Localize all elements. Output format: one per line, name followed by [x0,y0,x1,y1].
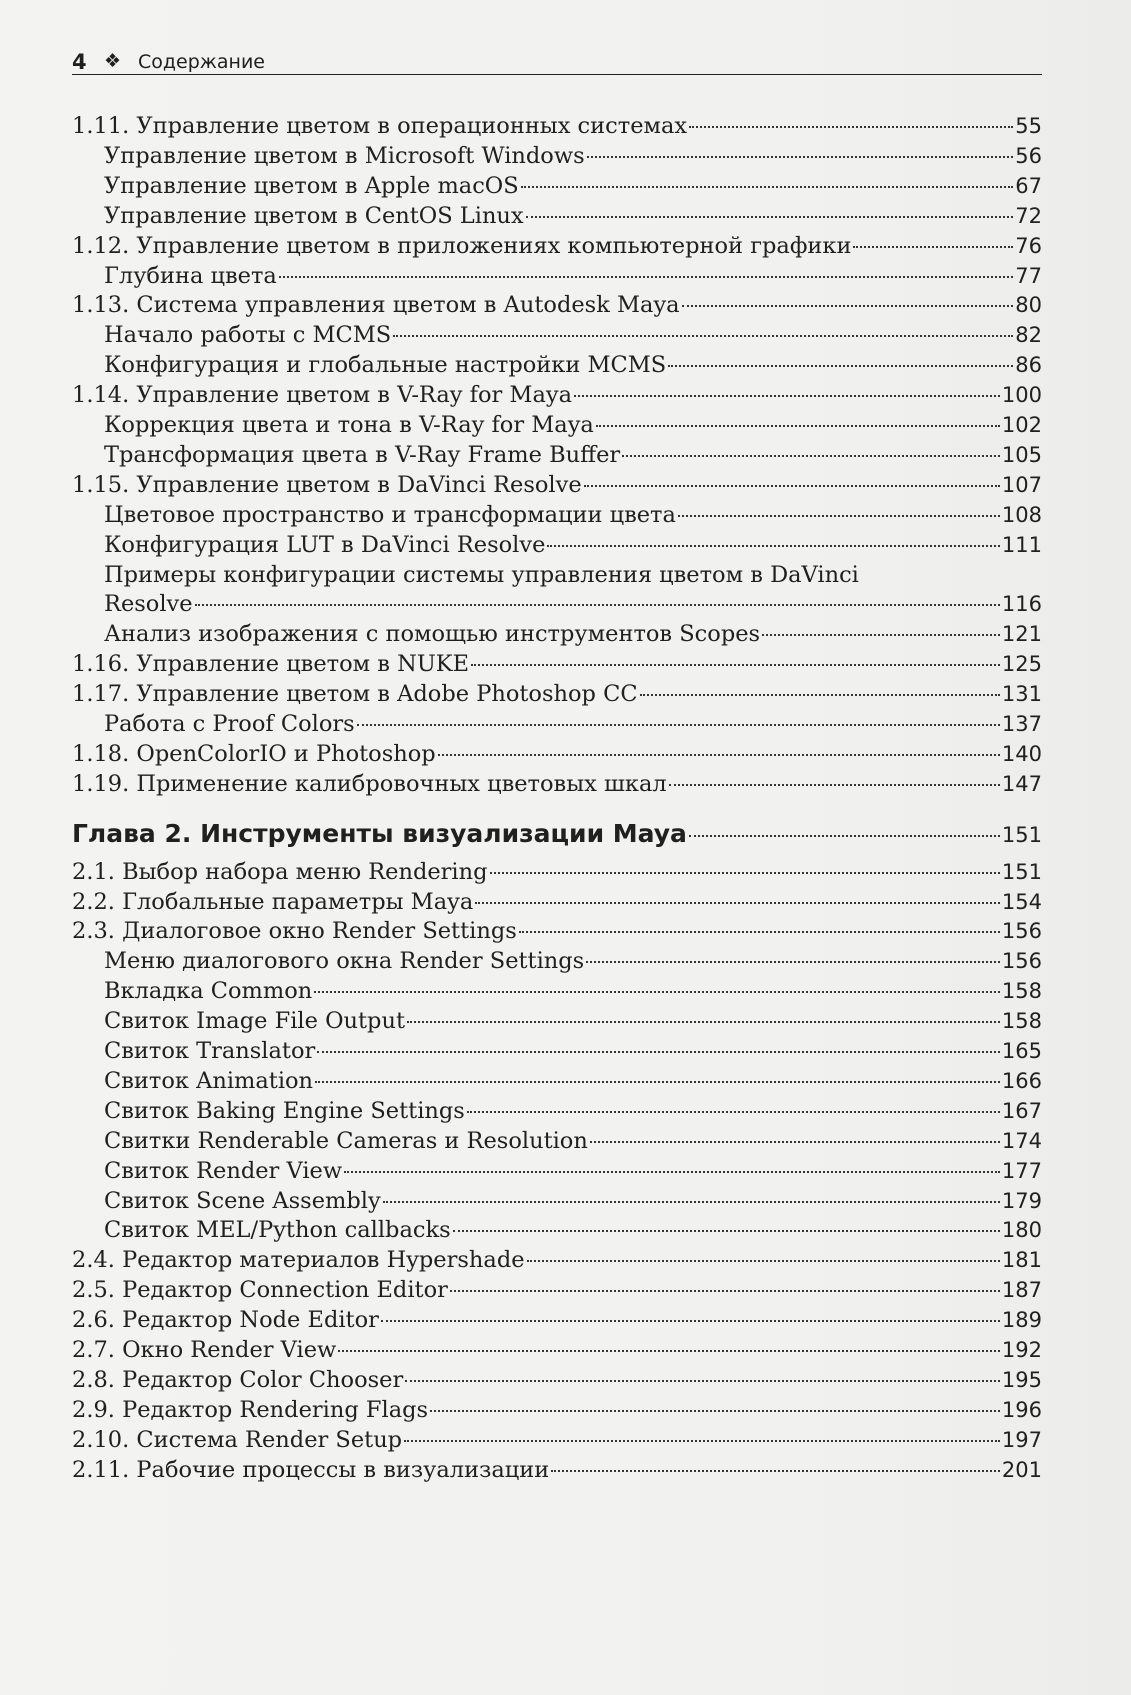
toc-entry-page: 105 [1001,442,1042,467]
dot-leader [438,754,1000,756]
toc-entry-title: Свиток Image File Output [104,1008,405,1035]
toc-entry-title: Свиток Render View [104,1157,343,1184]
toc-entry-page: 187 [1001,1278,1042,1303]
dot-leader [853,246,1013,248]
dot-leader [471,664,1000,666]
toc-entry-title: 1.12. Управление цветом в приложениях компьютерной графики [72,232,852,259]
toc-entry-page: 201 [1001,1457,1042,1482]
toc-entry [72,1214,1042,1246]
toc-entry [72,230,1042,262]
toc-entry [72,1155,1042,1187]
toc-entry-page: 154 [1001,889,1042,914]
dot-leader [547,545,1000,547]
toc-entry [72,618,1042,650]
toc-entry-title: Свиток Baking Engine Settings [104,1097,465,1124]
toc-entry-title: Трансформация цвета в V-Ray Frame Buffer [104,441,621,468]
toc-entry-title: Анализ изображения с помощью инструментов Scopes [104,621,761,648]
toc-entry-page: 140 [1001,741,1042,766]
toc-entry-title: 1.18. OpenColorIO и Photoshop [72,740,436,767]
toc-entry-title: Управление цветом в Apple macOS [104,172,519,199]
toc-entry-page: 192 [1001,1338,1042,1362]
toc-entry-title: Глава 2. Инструменты визуализации Maya [72,818,687,848]
toc-entry-page: 76 [1015,233,1042,258]
dot-leader [450,1290,1000,1292]
toc-entry [72,349,1042,381]
toc-entry-page: 174 [1001,1128,1042,1153]
dot-leader [669,784,1000,786]
toc-entry [72,975,1042,1007]
toc-entry-page: 72 [1015,203,1042,228]
toc-entry [72,110,1042,142]
toc-entry [72,319,1042,351]
toc-entry [72,200,1042,232]
toc-entry [72,1454,1042,1486]
toc-entry [72,469,1042,501]
page-number: 4 [72,50,87,74]
toc-entry [72,1125,1042,1157]
toc-entry-page: 151 [1001,859,1042,884]
toc-entry-page: 125 [1001,652,1042,677]
toc-entry-page: 147 [1001,771,1042,796]
toc-entry-title: Свиток Scene Assembly [104,1187,381,1214]
toc-entry-title: Свиток Translator [104,1038,316,1064]
toc-entry-title: Конфигурация и глобальные настройки MCMS [104,352,667,379]
toc-entry [72,379,1042,411]
toc-entry [72,738,1042,770]
dot-leader [596,425,1000,427]
dot-leader [668,365,1013,367]
toc-entry-page: 111 [1001,532,1042,557]
dot-leader [682,305,1014,307]
toc-entry-title: 1.19. Применение калибровочных цветовых шкал [72,770,667,797]
toc-entry-page: 116 [1001,592,1042,617]
toc-entry [72,439,1042,471]
toc-entry-page: 151 [1001,822,1042,847]
toc-entry [72,140,1042,172]
toc-entry-page: 121 [1001,622,1042,647]
running-title: Содержание [138,51,265,73]
toc-entry-page: 108 [1001,502,1042,527]
dot-leader [338,1350,1000,1352]
toc-entry-title: Вкладка Common [104,978,313,1005]
dot-leader [622,455,1000,457]
toc-entry-title: 2.2. Глобальные параметры Maya [72,888,474,915]
dot-leader [519,931,1000,933]
toc-entry-title: 2.11. Рабочие процессы в визуализации [72,1456,550,1483]
toc-entry-page: 177 [1001,1158,1042,1183]
dot-leader [689,126,1013,128]
toc-entry-page: 156 [1001,919,1042,944]
toc-entry-title-line: Примеры конфигурации системы управления цветом в DaVinci [104,561,859,588]
toc-entry [72,260,1042,292]
toc-entry-page: 197 [1001,1427,1042,1452]
toc-entry-page: 137 [1001,712,1042,736]
toc-entry [72,1185,1042,1217]
toc-entry-title: Управление цветом в Microsoft Windows [104,142,585,169]
toc-entry [72,886,1042,918]
toc-entry-title: Меню диалогового окна Render Settings [104,948,585,975]
dot-leader [584,485,1000,487]
header-rule [72,74,1042,75]
toc-entry-page: 158 [1001,1009,1042,1034]
toc-entry [72,915,1042,947]
toc-entry [72,1035,1042,1067]
toc-entry [72,1005,1042,1037]
toc-entry [72,678,1042,710]
toc-entry-title: 1.15. Управление цветом в DaVinci Resolve [72,471,582,498]
toc-entry-title: Цветовое пространство и трансформации цвета [104,501,676,528]
dot-leader [526,216,1014,218]
toc-entry [72,588,1042,620]
toc-entry-title: 1.13. Система управления цветом в Autodesk Maya [72,292,680,319]
toc-entry-title: 2.4. Редактор материалов Hypershade [72,1247,525,1274]
toc-entry-page: 82 [1015,323,1042,348]
toc-entry-title: 2.8. Редактор Color Chooser [72,1366,404,1393]
toc-entry [72,289,1042,321]
dot-leader [590,1141,1000,1143]
toc-entry-title: 1.11. Управление цветом в операционных системах [72,113,688,139]
toc-entry [72,1065,1042,1097]
dot-leader [574,395,1000,397]
toc-entry [72,1244,1042,1276]
toc-entry-title: Свитки Renderable Cameras и Resolution [104,1127,588,1154]
toc-entry-page: 86 [1015,353,1042,378]
toc-entry-page: 55 [1015,114,1042,138]
toc-entry [72,1364,1042,1396]
ornament-icon: ❖ [104,50,122,72]
toc-entry-page: 167 [1001,1098,1042,1123]
dot-leader [551,1470,1000,1472]
dot-leader [315,1081,1000,1083]
dot-leader [407,1021,1000,1023]
toc-entry-page: 158 [1001,979,1042,1004]
dot-leader [527,1260,1000,1262]
toc-entry-page: 179 [1001,1188,1042,1213]
toc-entry [72,648,1042,680]
toc-entry-title: 1.14. Управление цветом в V-Ray for Maya [72,382,573,409]
dot-leader [762,634,1000,636]
toc-entry-page: 102 [1001,413,1042,437]
toc-entry-title: 2.10. Система Render Setup [72,1426,403,1453]
toc-entry-title: Управление цветом в CentOS Linux [104,202,524,229]
dot-leader [640,694,1000,696]
toc-entry-page: 165 [1001,1039,1042,1063]
toc-entry-page: 107 [1001,472,1042,497]
toc-entry [72,499,1042,531]
toc-chapter-heading [72,818,1042,850]
dot-leader [314,991,1000,993]
dot-leader [404,1440,1000,1442]
toc-entry-page: 166 [1001,1068,1042,1093]
toc-entry-page: 156 [1001,949,1042,974]
dot-leader [689,835,1000,837]
dot-leader [430,1410,1000,1412]
toc-entry [72,945,1042,977]
dot-leader [279,276,1013,278]
toc-entry-title: 2.7. Окно Render View [72,1337,337,1363]
toc-entry-title: 2.3. Диалоговое окно Render Settings [72,918,517,945]
toc-entry-page: 56 [1015,143,1042,168]
dot-leader [381,1320,1000,1322]
toc-entry [72,170,1042,202]
dot-leader [678,515,1000,517]
toc-entry [72,708,1042,740]
toc-entry [72,409,1042,441]
toc-entry [72,1424,1042,1456]
toc-entry-title: 2.9. Редактор Rendering Flags [72,1396,429,1423]
dot-leader [344,1171,1000,1173]
dot-leader [521,186,1014,188]
toc-entry [72,529,1042,561]
toc-entry [72,1274,1042,1306]
toc-entry-page: 189 [1001,1308,1042,1333]
toc-entry-title: Свиток MEL/Python callbacks [104,1217,451,1244]
toc-entry-page: 131 [1001,682,1042,707]
toc-entry-page: 77 [1015,263,1042,288]
toc-entry [72,1095,1042,1127]
toc-entry [72,1304,1042,1336]
dot-leader [467,1111,1000,1113]
dot-leader [393,335,1013,337]
dot-leader [383,1201,1000,1203]
dot-leader [453,1230,1000,1232]
toc-entry-title: Коррекция цвета и тона в V-Ray for Maya [104,412,594,438]
toc-entry [72,1334,1042,1366]
toc-entry-title: 2.6. Редактор Node Editor [72,1307,379,1334]
toc-entry-page: 196 [1001,1397,1042,1422]
toc-entry-title: Глубина цвета [104,262,277,289]
dot-leader [586,961,1000,963]
toc-entry [72,856,1042,888]
toc-entry-title: Начало работы с MCMS [104,322,392,349]
toc-entry-title: Работа с Proof Colors [104,711,355,737]
toc-entry-page: 180 [1001,1218,1042,1243]
dot-leader [357,724,1000,726]
toc-entry-page: 67 [1015,173,1042,198]
toc-entry-title: 2.1. Выбор набора меню Rendering [72,858,488,885]
dot-leader [587,156,1014,158]
toc-entry-title: 2.5. Редактор Connection Editor [72,1277,448,1304]
toc-entry-page: 195 [1001,1367,1042,1392]
toc-entry-title: Resolve [104,591,193,618]
toc-entry [72,768,1042,800]
dot-leader [475,902,1000,904]
toc-entry-page: 100 [1001,383,1042,408]
toc-entry-page: 181 [1001,1248,1042,1273]
toc-entry-title: Конфигурация LUT в DaVinci Resolve [104,531,546,558]
dot-leader [317,1051,1000,1053]
dot-leader [490,872,1000,874]
toc-entry-page: 80 [1015,293,1042,318]
toc-entry-title: 1.16. Управление цветом в NUKE [72,651,470,678]
toc-entry [72,1394,1042,1426]
dot-leader [195,604,1000,606]
dot-leader [405,1380,1000,1382]
toc-entry-title: 1.17. Управление цветом в Adobe Photoshop CC [72,681,638,708]
toc-entry-title: Свиток Animation [104,1067,314,1094]
